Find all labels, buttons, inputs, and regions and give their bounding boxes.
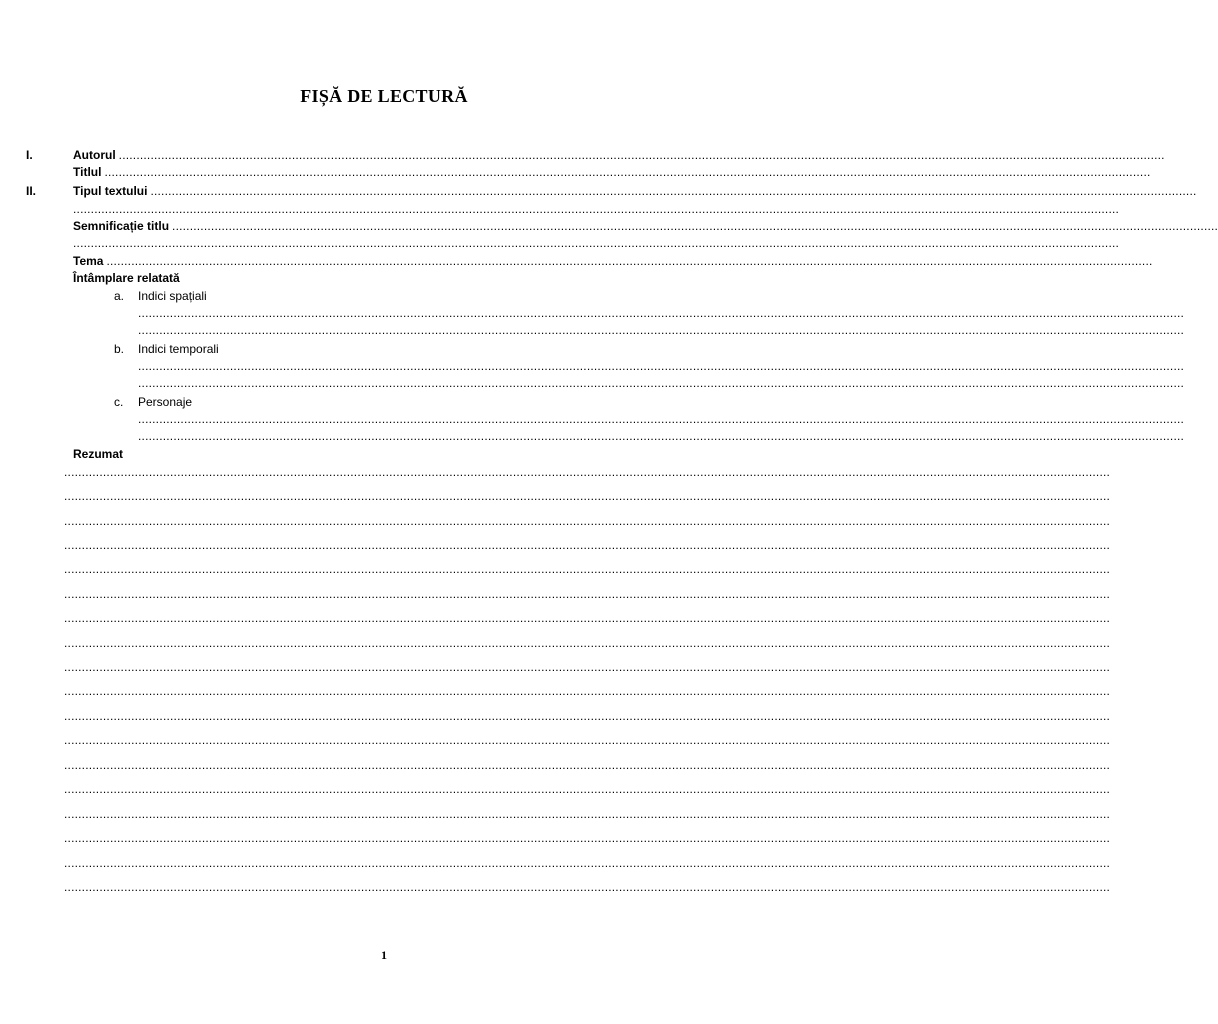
rezumat-line[interactable]: ........................................................................................................................................................................................................................................................................................................ [64, 489, 1111, 503]
field-titlul[interactable] [73, 165, 1151, 180]
rezumat-line[interactable]: ........................................................................................................................................................................................................................................................................................................ [64, 733, 1111, 747]
dotted-line-temporali-1[interactable]: ........................................................................................................................................................................................................................................................................................................ [138, 359, 1185, 373]
field-label: Autorul [73, 148, 116, 162]
section-number-i: I. [26, 148, 33, 162]
field-label: Tipul textului [73, 184, 148, 198]
rezumat-line[interactable]: ........................................................................................................................................................................................................................................................................................................ [64, 758, 1111, 772]
section-number-ii: II. [26, 184, 37, 198]
dotted-line-spatiali-1[interactable]: ........................................................................................................................................................................................................................................................................................................ [138, 306, 1185, 320]
subitem-letter-c: c. [114, 395, 124, 409]
field-label: Titlul [73, 165, 102, 179]
dotted-line-temporali-2[interactable]: ........................................................................................................................................................................................................................................................................................................ [138, 376, 1185, 390]
rezumat-line[interactable]: ........................................................................................................................................................................................................................................................................................................ [64, 856, 1111, 870]
heading-intamplare-relatata [73, 271, 183, 286]
dotted-line-spatiali-2[interactable]: ........................................................................................................................................................................................................................................................................................................ [138, 323, 1185, 337]
subitem-label-indici-spatiali: Indici spațiali [138, 289, 207, 303]
dotted-line-personaje-2[interactable]: ........................................................................................................................................................................................................................................................................................................ [138, 429, 1185, 443]
document-title: FIȘĂ DE LECTURĂ [300, 86, 468, 106]
subitem-label-indici-temporali: Indici temporali [138, 342, 219, 356]
field-label: Tema [73, 254, 104, 268]
field-autorul[interactable] [73, 148, 1165, 163]
dotted-line: ........................................................................................................................................................................................................................................................................................................ [172, 219, 1218, 233]
dotted-line-personaje-1[interactable]: ........................................................................................................................................................................................................................................................................................................ [138, 412, 1185, 426]
rezumat-line[interactable]: ........................................................................................................................................................................................................................................................................................................ [64, 587, 1111, 601]
dotted-line-tipul-continuation[interactable]: ........................................................................................................................................................................................................................................................................................................ [73, 202, 1120, 216]
page-number: 1 [381, 948, 387, 962]
dotted-line: ........................................................................................................................................................................................................................................................................................................ [118, 148, 1165, 162]
rezumat-line[interactable]: ........................................................................................................................................................................................................................................................................................................ [64, 880, 1111, 894]
dotted-line: ........................................................................................................................................................................................................................................................................................................ [104, 165, 1151, 179]
field-tema[interactable] [73, 254, 1153, 269]
dotted-line: ........................................................................................................................................................................................................................................................................................................ [150, 184, 1197, 198]
subitem-letter-b: b. [114, 342, 125, 356]
subitem-label-personaje: Personaje [138, 395, 193, 409]
dotted-line: ........................................................................................................................................................................................................................................................................................................ [106, 254, 1153, 268]
field-semnificatie-titlu[interactable] [73, 219, 1218, 234]
rezumat-line[interactable]: ........................................................................................................................................................................................................................................................................................................ [64, 514, 1111, 528]
heading-rezumat: Rezumat [73, 447, 124, 461]
rezumat-line[interactable]: ........................................................................................................................................................................................................................................................................................................ [64, 709, 1111, 723]
rezumat-line[interactable]: ........................................................................................................................................................................................................................................................................................................ [64, 538, 1111, 552]
rezumat-line[interactable]: ........................................................................................................................................................................................................................................................................................................ [64, 807, 1111, 821]
rezumat-line[interactable]: ........................................................................................................................................................................................................................................................................................................ [64, 465, 1111, 479]
rezumat-line[interactable]: ........................................................................................................................................................................................................................................................................................................ [64, 831, 1111, 845]
dotted-line-semnificatie-continuation[interactable]: ........................................................................................................................................................................................................................................................................................................ [73, 236, 1120, 250]
rezumat-line[interactable]: ........................................................................................................................................................................................................................................................................................................ [64, 562, 1111, 576]
field-label: Întâmplare relatată [73, 271, 180, 285]
rezumat-line[interactable]: ........................................................................................................................................................................................................................................................................................................ [64, 660, 1111, 674]
field-label: Semnificație titlu [73, 219, 170, 233]
subitem-letter-a: a. [114, 289, 125, 303]
rezumat-line[interactable]: ........................................................................................................................................................................................................................................................................................................ [64, 611, 1111, 625]
rezumat-line[interactable]: ........................................................................................................................................................................................................................................................................................................ [64, 636, 1111, 650]
rezumat-line[interactable]: ........................................................................................................................................................................................................................................................................................................ [64, 782, 1111, 796]
field-tipul-textului[interactable] [73, 184, 1197, 199]
rezumat-line[interactable]: ........................................................................................................................................................................................................................................................................................................ [64, 684, 1111, 698]
